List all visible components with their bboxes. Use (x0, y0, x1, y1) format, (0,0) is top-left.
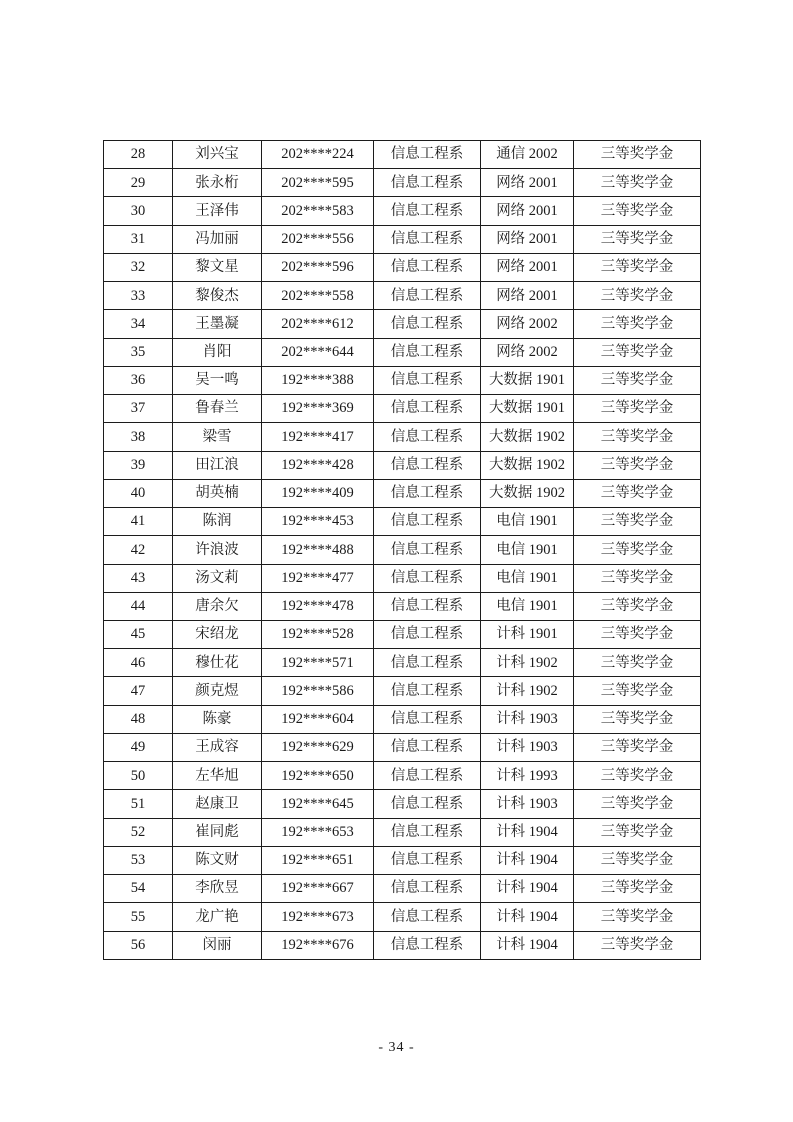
scholarship-table (103, 140, 701, 960)
cell-class: 通信 2002 (481, 141, 574, 169)
table-row (104, 338, 701, 366)
cell-student_id: 202****644 (262, 338, 374, 366)
cell-award: 三等奖学金 (574, 169, 701, 197)
cell-index: 47 (104, 677, 173, 705)
cell-department: 信息工程系 (374, 225, 481, 253)
cell-class: 大数据 1902 (481, 479, 574, 507)
cell-index: 32 (104, 253, 173, 281)
cell-department: 信息工程系 (374, 875, 481, 903)
cell-class: 电信 1901 (481, 564, 574, 592)
cell-student_id: 192****528 (262, 620, 374, 648)
cell-index: 51 (104, 790, 173, 818)
table-row (104, 253, 701, 281)
cell-name: 吴一鸣 (173, 366, 262, 394)
table-row (104, 423, 701, 451)
cell-department: 信息工程系 (374, 818, 481, 846)
cell-index: 41 (104, 508, 173, 536)
cell-award: 三等奖学金 (574, 253, 701, 281)
cell-class: 电信 1901 (481, 592, 574, 620)
cell-index: 55 (104, 903, 173, 931)
table-row (104, 649, 701, 677)
table-row (104, 762, 701, 790)
cell-index: 38 (104, 423, 173, 451)
cell-student_id: 192****477 (262, 564, 374, 592)
cell-class: 计科 1903 (481, 733, 574, 761)
table-row (104, 846, 701, 874)
cell-student_id: 202****224 (262, 141, 374, 169)
cell-student_id: 202****596 (262, 253, 374, 281)
table-row (104, 903, 701, 931)
cell-department: 信息工程系 (374, 310, 481, 338)
cell-department: 信息工程系 (374, 564, 481, 592)
cell-class: 计科 1904 (481, 818, 574, 846)
cell-student_id: 192****586 (262, 677, 374, 705)
cell-name: 刘兴宝 (173, 141, 262, 169)
cell-class: 网络 2001 (481, 169, 574, 197)
table-row (104, 395, 701, 423)
table-row (104, 818, 701, 846)
cell-index: 45 (104, 620, 173, 648)
cell-class: 计科 1904 (481, 875, 574, 903)
cell-department: 信息工程系 (374, 338, 481, 366)
cell-award: 三等奖学金 (574, 705, 701, 733)
cell-student_id: 192****428 (262, 451, 374, 479)
cell-index: 56 (104, 931, 173, 959)
cell-award: 三等奖学金 (574, 790, 701, 818)
cell-name: 王泽伟 (173, 197, 262, 225)
cell-index: 28 (104, 141, 173, 169)
cell-department: 信息工程系 (374, 508, 481, 536)
table-row (104, 225, 701, 253)
cell-award: 三等奖学金 (574, 762, 701, 790)
cell-department: 信息工程系 (374, 733, 481, 761)
cell-index: 48 (104, 705, 173, 733)
cell-index: 39 (104, 451, 173, 479)
cell-award: 三等奖学金 (574, 931, 701, 959)
cell-index: 33 (104, 282, 173, 310)
cell-name: 唐余欠 (173, 592, 262, 620)
cell-student_id: 192****650 (262, 762, 374, 790)
cell-class: 电信 1901 (481, 536, 574, 564)
cell-name: 陈豪 (173, 705, 262, 733)
cell-class: 计科 1903 (481, 790, 574, 818)
cell-class: 计科 1901 (481, 620, 574, 648)
cell-class: 网络 2001 (481, 197, 574, 225)
cell-award: 三等奖学金 (574, 423, 701, 451)
cell-class: 计科 1904 (481, 903, 574, 931)
table-row (104, 366, 701, 394)
cell-department: 信息工程系 (374, 903, 481, 931)
cell-name: 左华旭 (173, 762, 262, 790)
cell-student_id: 192****388 (262, 366, 374, 394)
cell-class: 计科 1902 (481, 677, 574, 705)
cell-name: 闵丽 (173, 931, 262, 959)
cell-student_id: 192****651 (262, 846, 374, 874)
cell-name: 许浪波 (173, 536, 262, 564)
cell-department: 信息工程系 (374, 169, 481, 197)
table-row (104, 508, 701, 536)
cell-student_id: 192****676 (262, 931, 374, 959)
cell-index: 35 (104, 338, 173, 366)
cell-index: 43 (104, 564, 173, 592)
cell-department: 信息工程系 (374, 790, 481, 818)
cell-award: 三等奖学金 (574, 366, 701, 394)
cell-student_id: 192****478 (262, 592, 374, 620)
cell-index: 30 (104, 197, 173, 225)
table-row (104, 536, 701, 564)
table-row (104, 310, 701, 338)
cell-award: 三等奖学金 (574, 395, 701, 423)
cell-student_id: 192****629 (262, 733, 374, 761)
cell-name: 赵康卫 (173, 790, 262, 818)
cell-award: 三等奖学金 (574, 536, 701, 564)
cell-name: 宋绍龙 (173, 620, 262, 648)
cell-class: 电信 1901 (481, 508, 574, 536)
cell-student_id: 192****488 (262, 536, 374, 564)
cell-name: 陈文财 (173, 846, 262, 874)
table-row (104, 451, 701, 479)
cell-department: 信息工程系 (374, 282, 481, 310)
cell-award: 三等奖学金 (574, 451, 701, 479)
cell-index: 46 (104, 649, 173, 677)
cell-award: 三等奖学金 (574, 479, 701, 507)
cell-index: 40 (104, 479, 173, 507)
cell-department: 信息工程系 (374, 423, 481, 451)
cell-award: 三等奖学金 (574, 141, 701, 169)
cell-student_id: 192****673 (262, 903, 374, 931)
cell-index: 50 (104, 762, 173, 790)
cell-name: 冯加丽 (173, 225, 262, 253)
cell-student_id: 202****556 (262, 225, 374, 253)
cell-name: 颜克煜 (173, 677, 262, 705)
cell-award: 三等奖学金 (574, 282, 701, 310)
cell-name: 李欣昱 (173, 875, 262, 903)
cell-department: 信息工程系 (374, 253, 481, 281)
table-row (104, 875, 701, 903)
cell-name: 崔同彪 (173, 818, 262, 846)
table-row (104, 479, 701, 507)
cell-award: 三等奖学金 (574, 677, 701, 705)
table-row (104, 141, 701, 169)
cell-department: 信息工程系 (374, 451, 481, 479)
cell-student_id: 202****558 (262, 282, 374, 310)
cell-department: 信息工程系 (374, 931, 481, 959)
table-row (104, 931, 701, 959)
cell-student_id: 192****604 (262, 705, 374, 733)
cell-department: 信息工程系 (374, 649, 481, 677)
cell-index: 52 (104, 818, 173, 846)
cell-award: 三等奖学金 (574, 310, 701, 338)
cell-name: 王墨凝 (173, 310, 262, 338)
page-number: - 34 - (378, 1040, 415, 1055)
table-row (104, 790, 701, 818)
cell-student_id: 192****571 (262, 649, 374, 677)
cell-class: 计科 1902 (481, 649, 574, 677)
table-row (104, 197, 701, 225)
cell-class: 计科 1904 (481, 846, 574, 874)
cell-class: 网络 2001 (481, 225, 574, 253)
cell-index: 36 (104, 366, 173, 394)
table-row (104, 677, 701, 705)
cell-index: 53 (104, 846, 173, 874)
table-row (104, 592, 701, 620)
cell-index: 31 (104, 225, 173, 253)
cell-award: 三等奖学金 (574, 875, 701, 903)
cell-name: 黎俊杰 (173, 282, 262, 310)
cell-index: 34 (104, 310, 173, 338)
cell-class: 网络 2001 (481, 282, 574, 310)
cell-name: 陈润 (173, 508, 262, 536)
cell-award: 三等奖学金 (574, 649, 701, 677)
cell-name: 田江浪 (173, 451, 262, 479)
cell-index: 54 (104, 875, 173, 903)
cell-award: 三等奖学金 (574, 338, 701, 366)
table-row (104, 733, 701, 761)
cell-student_id: 192****417 (262, 423, 374, 451)
cell-award: 三等奖学金 (574, 733, 701, 761)
cell-award: 三等奖学金 (574, 225, 701, 253)
cell-class: 大数据 1902 (481, 423, 574, 451)
cell-award: 三等奖学金 (574, 197, 701, 225)
cell-student_id: 192****653 (262, 818, 374, 846)
cell-award: 三等奖学金 (574, 846, 701, 874)
cell-award: 三等奖学金 (574, 564, 701, 592)
cell-department: 信息工程系 (374, 592, 481, 620)
cell-name: 梁雪 (173, 423, 262, 451)
cell-department: 信息工程系 (374, 197, 481, 225)
cell-student_id: 192****453 (262, 508, 374, 536)
table-row (104, 620, 701, 648)
table-row (104, 564, 701, 592)
table-row (104, 169, 701, 197)
cell-class: 计科 1993 (481, 762, 574, 790)
cell-student_id: 192****369 (262, 395, 374, 423)
cell-name: 鲁春兰 (173, 395, 262, 423)
cell-name: 胡英楠 (173, 479, 262, 507)
cell-index: 37 (104, 395, 173, 423)
cell-award: 三等奖学金 (574, 818, 701, 846)
cell-award: 三等奖学金 (574, 508, 701, 536)
cell-department: 信息工程系 (374, 479, 481, 507)
table-row (104, 282, 701, 310)
cell-department: 信息工程系 (374, 762, 481, 790)
cell-name: 黎文星 (173, 253, 262, 281)
cell-name: 龙广艳 (173, 903, 262, 931)
cell-department: 信息工程系 (374, 366, 481, 394)
cell-class: 网络 2001 (481, 253, 574, 281)
cell-department: 信息工程系 (374, 620, 481, 648)
cell-class: 大数据 1901 (481, 366, 574, 394)
cell-class: 网络 2002 (481, 338, 574, 366)
cell-name: 汤文莉 (173, 564, 262, 592)
table-row (104, 705, 701, 733)
cell-award: 三等奖学金 (574, 620, 701, 648)
cell-award: 三等奖学金 (574, 903, 701, 931)
cell-index: 29 (104, 169, 173, 197)
cell-student_id: 202****595 (262, 169, 374, 197)
cell-class: 计科 1904 (481, 931, 574, 959)
cell-class: 计科 1903 (481, 705, 574, 733)
cell-award: 三等奖学金 (574, 592, 701, 620)
cell-index: 44 (104, 592, 173, 620)
cell-student_id: 192****645 (262, 790, 374, 818)
scholarship-table-body (104, 141, 701, 960)
cell-department: 信息工程系 (374, 705, 481, 733)
cell-department: 信息工程系 (374, 536, 481, 564)
cell-student_id: 192****667 (262, 875, 374, 903)
cell-department: 信息工程系 (374, 141, 481, 169)
cell-name: 王成容 (173, 733, 262, 761)
cell-index: 49 (104, 733, 173, 761)
cell-class: 大数据 1902 (481, 451, 574, 479)
cell-name: 肖阳 (173, 338, 262, 366)
cell-class: 网络 2002 (481, 310, 574, 338)
cell-student_id: 202****583 (262, 197, 374, 225)
cell-index: 42 (104, 536, 173, 564)
cell-class: 大数据 1901 (481, 395, 574, 423)
cell-name: 张永桁 (173, 169, 262, 197)
cell-department: 信息工程系 (374, 677, 481, 705)
cell-department: 信息工程系 (374, 846, 481, 874)
cell-department: 信息工程系 (374, 395, 481, 423)
cell-student_id: 192****409 (262, 479, 374, 507)
cell-student_id: 202****612 (262, 310, 374, 338)
cell-name: 穆仕花 (173, 649, 262, 677)
